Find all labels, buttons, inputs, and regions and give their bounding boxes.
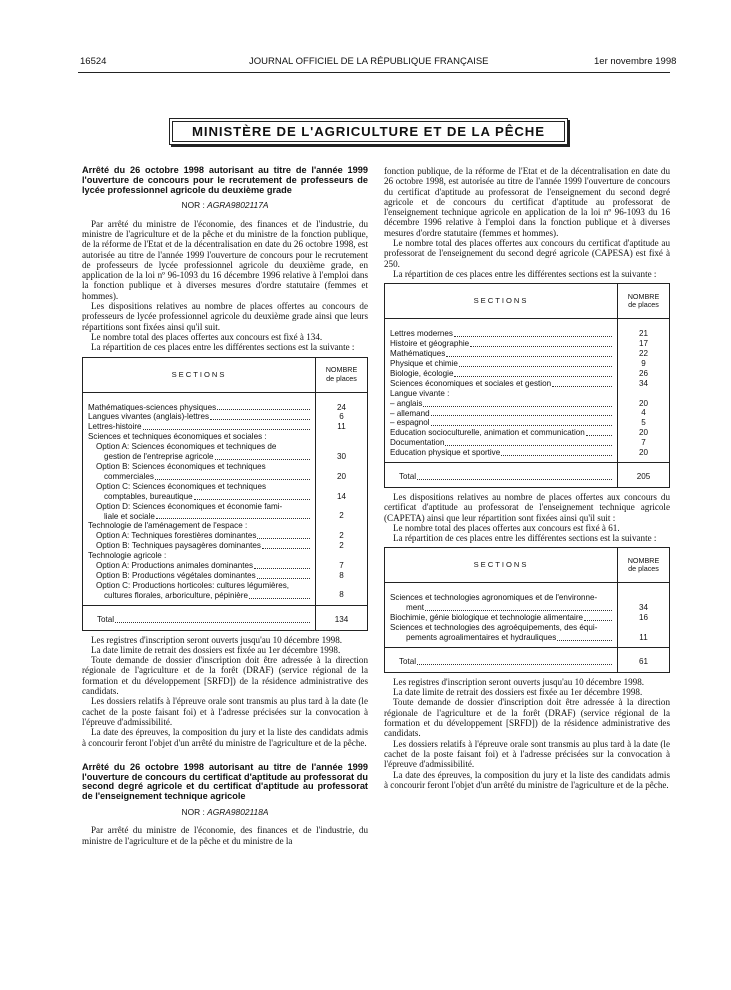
row-label: Option A: Techniques forestières dominantes [96,531,257,541]
table-row [390,379,613,389]
table-row [88,521,311,531]
row-value [316,581,367,591]
paragraph: Par arrêté du ministre de l'économie, des finances et de l'industrie, du ministre de l'agriculture et de la pêche et du ministre de la fonction publique, de la réforme de l'Etat et de la décentralisation en date du 26 octobre 1998, est autorisée au titre de l'année 1999 l'ouverture de concours pour le recrutement de professeurs de lycée professionnel agricole du deuxième grade, en application de la loi nº 96-1093 du 16 décembre 1996 relative à l'emploi dans la fonction publique et à diverses mesures d'ordre statutaire (femmes et hommes). [82,218,368,301]
total-value: 134 [334,614,349,624]
total-row [385,647,669,672]
dot-leader [210,412,310,420]
decree1-paragraphs [82,219,368,353]
row-label: Sciences et techniques économiques et sociales : [88,432,267,442]
row-value: 30 [336,452,346,461]
table-header [83,358,367,393]
row-label: pements agroalimentaires et hydrauliques [406,633,557,643]
dot-leader [425,603,612,611]
table-row [390,359,613,369]
paragraph: La date des épreuves, la composition du jury et la liste des candidats admis à concourir feront l'objet d'un arrêté du ministre de l'agriculture et de la pêche. [384,769,670,790]
table-row [390,418,613,428]
decree2-nor [82,807,368,817]
row-value: 11 [639,633,648,642]
row-label: Option A: Sciences économiques et techniques de [96,442,277,452]
dot-leader [552,379,612,387]
sections-column [83,393,316,605]
ministry-box [169,118,568,145]
decree2-after [384,677,670,790]
places-header [618,284,669,318]
row-label: Biologie, écologie [390,368,454,378]
row-label: Option A: Productions animales dominantes [96,561,254,571]
paragraph: La répartition de ces places entre les différentes sections est la suivante : [91,342,355,353]
table-row [390,399,613,409]
row-label: Documentation [390,438,445,448]
dot-leader [446,349,612,357]
total-row [83,605,367,630]
row-value: 5 [641,418,646,428]
row-label: – espagnol [390,418,430,428]
dot-leader [249,591,310,599]
issue-date: 1er novembre 1998 [594,56,677,67]
row-value: 34 [638,378,648,388]
nor-label: NOR : [181,200,205,211]
table-row [88,472,311,482]
places-header-line1: NOMBRE [627,556,660,566]
paragraph: Les dispositions relatives au nombre de places offertes au concours de professeurs de lycée professionnel agricole du deuxième grade ainsi que leurs répartitions sont fixées ainsi qu'il suit. [82,301,368,332]
total-line [399,657,613,667]
places-header-line1: NOMBRE [325,365,358,375]
dot-leader [254,561,310,569]
row-label: Langues vivantes (anglais)-lettres [88,412,210,422]
decree1-after [82,635,368,748]
table-row [88,403,311,413]
table-row [390,603,613,613]
paragraph: Les registres d'inscription seront ouverts jusqu'au 10 décembre 1998. [91,634,343,645]
table-row [390,613,613,623]
row-value: 4 [641,408,646,418]
paragraph: La date limite de retrait des dossiers est fixée au 1er décembre 1998. [91,644,341,655]
row-label: Mathématiques [390,349,446,359]
row-value: 17 [638,339,648,349]
row-value: 2 [339,531,344,541]
dot-leader [215,452,310,460]
paragraph: Les registres d'inscription seront ouverts jusqu'au 10 décembre 1998. [393,676,645,687]
dot-leader [217,403,310,411]
total-label: Total [399,472,417,482]
row-value [316,462,367,472]
row-label: Sciences économiques et sociales et gestion [390,378,552,388]
row-label: Biochimie, génie biologique et technologie alimentaire [390,613,584,623]
row-label: ment [406,603,424,613]
row-label: Sciences et technologies agronomiques et de l'environne- [390,593,598,603]
decree2-intro: Par arrêté du ministre de l'économie, des finances et de l'industrie, du ministre de l'agriculture et de la pêche et du ministre de la [82,825,368,846]
nor-label: NOR : [181,807,205,818]
paragraph: Le nombre total des places offertes aux concours est fixé à 61. [393,522,620,533]
table-row [88,492,311,502]
dot-leader [586,428,612,436]
total-label-cell [385,463,618,487]
row-value: 24 [336,402,346,412]
sections-header: SECTIONS [83,358,316,392]
dot-leader [417,472,612,480]
total-label-cell [385,648,618,672]
paragraph: La répartition de ces places entre les différentes sections est la suivante : [393,533,657,544]
row-value: 8 [339,570,344,580]
table-row [390,389,613,399]
total-row [385,462,669,487]
row-value: 20 [638,398,648,408]
row-label: commerciales [104,471,154,481]
row-label: Option D: Sciences économiques et économie fami- [96,501,283,511]
header-rule [78,72,670,73]
table-row [88,422,311,432]
dot-leader [459,359,612,367]
places-header-line2: de places [628,300,659,310]
places-column [316,393,367,605]
total-value: 205 [636,472,651,482]
table-header [385,284,669,319]
table-row [390,409,613,419]
sections-header: SECTIONS [385,548,618,582]
row-value [316,551,367,561]
dot-leader [431,409,612,417]
row-value [316,442,367,452]
row-label: Technologie agricole : [88,551,167,561]
table-row [390,438,613,448]
row-value [316,501,367,511]
row-label: – anglais [390,398,423,408]
table-row [88,432,311,442]
row-value: 7 [641,438,646,448]
dot-leader [262,541,310,549]
decree2-continued: fonction publique, de la réforme de l'Etat et de la décentralisation en date du 26 octobre 1998, est autorisée au titre de l'année 1999 l'ouverture de concours du certificat d'aptitude au professorat de l'enseignement du second degré agricole et de concours du certificat d'aptitude au professorat de l'enseignement technique agricole en application de la loi nº 96-1093 du 16 décembre 1996 relative à l'emploi dans la fonction publique et à diverses mesures d'ordre statutaire (femmes et hommes). [384,166,670,238]
row-label: Sciences et technologies des agroéquipements, des équi- [390,623,598,633]
row-value: 14 [336,491,346,501]
paragraph: Les dossiers relatifs à l'épreuve orale sont transmis au plus tard à la date (le cachet de la poste faisant foi) et à l'adresse précisées sur la convocation à l'épreuve d'admissibilité. [384,738,670,770]
paragraph: Toute demande de dossier d'inscription doit être adressée à la direction régionale de l'agriculture et de la forêt (DRAF) (service régional de la formation et du développement [SRFD]) de la résidence administrative des candidats. [82,655,368,697]
dot-leader [257,531,310,539]
places-column [618,583,669,647]
row-value [316,432,367,442]
row-value [618,389,669,399]
decree2-title: Arrêté du 26 octobre 1998 autorisant au titre de l'année 1999 l'ouverture de concours du certificat d'aptitude au professorat du second degré agricole et du certificat d'aptitude au professorat de l'enseignement technique agricole [82,761,368,802]
row-label: Langue vivante : [390,388,450,398]
row-label: Lettres-histoire [88,422,142,432]
total-value: 61 [638,656,648,666]
paragraph: Les dossiers relatifs à l'épreuve orale sont transmis au plus tard à la date (le cachet de la poste faisant foi) et à l'adresse précisées sur la convocation à l'épreuve d'admissibilité. [82,696,368,727]
table-body [83,393,367,605]
row-label: comptables, bureautique [104,491,193,501]
dot-leader [143,422,310,430]
sections-column [385,319,618,462]
dot-leader [445,438,612,446]
row-label: Technologie de l'aménagement de l'espace : [88,521,248,531]
table-row [88,512,311,522]
table-row [88,551,311,561]
row-label: Mathématiques-sciences physiques [88,402,217,412]
table-row [88,442,311,452]
table-row [390,633,613,643]
row-label: Education socioculturelle, animation et communication [390,428,585,438]
row-value: 2 [339,511,344,521]
dot-leader [156,512,310,520]
row-value [618,623,669,633]
row-label: Option C: Sciences économiques et techniques [96,481,267,491]
row-value: 8 [339,590,344,600]
table-capeta [384,547,670,672]
dot-leader [257,571,310,579]
table-row [390,623,613,633]
table-row [88,571,311,581]
right-column [384,166,670,790]
places-header-line2: de places [326,373,357,383]
dot-leader [115,615,310,623]
total-line [399,472,613,482]
table-row [390,349,613,359]
places-column [618,319,669,462]
paragraph: La répartition de ces places entre les différentes sections est la suivante : [393,268,657,279]
decree1-title: Arrêté du 26 octobre 1998 autorisant au titre de l'année 1999 l'ouverture de concours pour le recrutement de professeurs de lycée professionnel agricole du deuxième grade [82,165,368,195]
total-line [97,615,311,625]
table-row [88,482,311,492]
row-label: Option B: Techniques paysagères dominantes [96,541,261,551]
places-header-line1: NOMBRE [627,291,660,301]
row-value: 21 [638,329,648,339]
row-label: Education physique et sportive [390,448,501,458]
row-value: 11 [337,422,346,432]
row-value: 9 [641,358,646,368]
dot-leader [423,399,612,407]
table-row [88,412,311,422]
row-value: 20 [638,428,648,438]
table-row [390,593,613,603]
row-label: Physique et chimie [390,358,458,368]
row-value: 20 [336,471,346,481]
row-value [316,521,367,531]
row-value: 16 [638,613,648,623]
places-header [618,548,669,582]
journal-title: JOURNAL OFFICIEL DE LA RÉPUBLIQUE FRANÇAISE [249,56,489,67]
nor-code: AGRA9802117A [207,200,269,211]
places-header-line2: de places [628,564,659,574]
dot-leader [470,339,612,347]
table-row [390,339,613,349]
dot-leader [431,418,612,426]
dot-leader [454,329,612,337]
dot-leader [194,492,310,500]
row-value [618,593,669,603]
row-value: 26 [638,368,648,378]
decree1-nor [82,200,368,210]
table-row [88,591,311,601]
table-row [390,448,613,458]
row-value: 20 [638,447,648,457]
dot-leader [501,448,612,456]
paragraph: Les dispositions relatives au nombre de places offertes aux concours du certificat d'aptitude au professorat de l'enseignement technique agricole (CAPETA) ainsi que leur répartition sont fixées ainsi qu'il suit : [384,491,670,523]
table-row [88,462,311,472]
table-body [385,319,669,462]
table-row [88,452,311,462]
table-body [385,583,669,647]
left-column [82,166,368,846]
paragraph: Le nombre total des places offertes aux concours du certificat d'aptitude au professorat de l'enseignement du second degré agricole (CAPESA) est fixé à 250. [384,238,670,269]
dot-leader [155,472,310,480]
row-label: – allemand [390,408,430,418]
table-row [390,329,613,339]
dot-leader [557,633,612,641]
table-row [88,541,311,551]
dot-leader [584,613,612,621]
row-label: liale et sociale [104,511,155,521]
table-row [88,502,311,512]
row-value: 22 [638,349,648,359]
row-value: 6 [339,412,344,422]
paragraph: Le nombre total des places offertes aux concours est fixé à 134. [91,331,323,342]
sections-header: SECTIONS [385,284,618,318]
row-value: 7 [339,560,344,570]
dot-leader [417,657,612,665]
total-label-cell [83,606,316,630]
table-capesa [384,283,670,488]
table-header [385,548,669,583]
table-plp2 [82,357,368,631]
row-label: Option C: Productions horticoles: cultures légumières, [96,580,289,590]
row-label: cultures florales, arboriculture, pépinière [104,590,248,600]
table-row [88,531,311,541]
row-value: 34 [638,603,648,613]
table-row [88,581,311,591]
row-value: 2 [339,541,344,551]
row-label: Histoire et géographie [390,339,470,349]
row-label: Lettres modernes [390,329,453,339]
ministry-title: MINISTÈRE DE L'AGRICULTURE ET DE LA PÊCHE [172,121,565,142]
nor-code: AGRA9802118A [207,807,269,818]
dot-leader [454,369,612,377]
page-number: 16524 [80,56,107,67]
paragraph: La date des épreuves, la composition du jury et la liste des candidats admis à concourir feront l'objet d'un arrêté du ministre de l'agriculture et de la pêche. [82,727,368,748]
paragraph: Toute demande de dossier d'inscription doit être adressée à la direction régionale de l'agriculture et de la forêt (DRAF) (service régional de la formation et du développement [SRFD]) de la résidence administrative des candidats. [384,697,670,739]
row-label: gestion de l'entreprise agricole [104,452,214,462]
sections-column [385,583,618,647]
places-header [316,358,367,392]
total-label: Total [97,614,115,624]
table-row [390,428,613,438]
table-row [88,561,311,571]
row-label: Option B: Productions végétales dominantes [96,570,256,580]
row-value [316,482,367,492]
paragraph: La date limite de retrait des dossiers est fixée au 1er décembre 1998. [393,687,643,698]
total-label: Total [399,656,417,666]
row-label: Option B: Sciences économiques et techniques [96,461,266,471]
table-row [390,369,613,379]
